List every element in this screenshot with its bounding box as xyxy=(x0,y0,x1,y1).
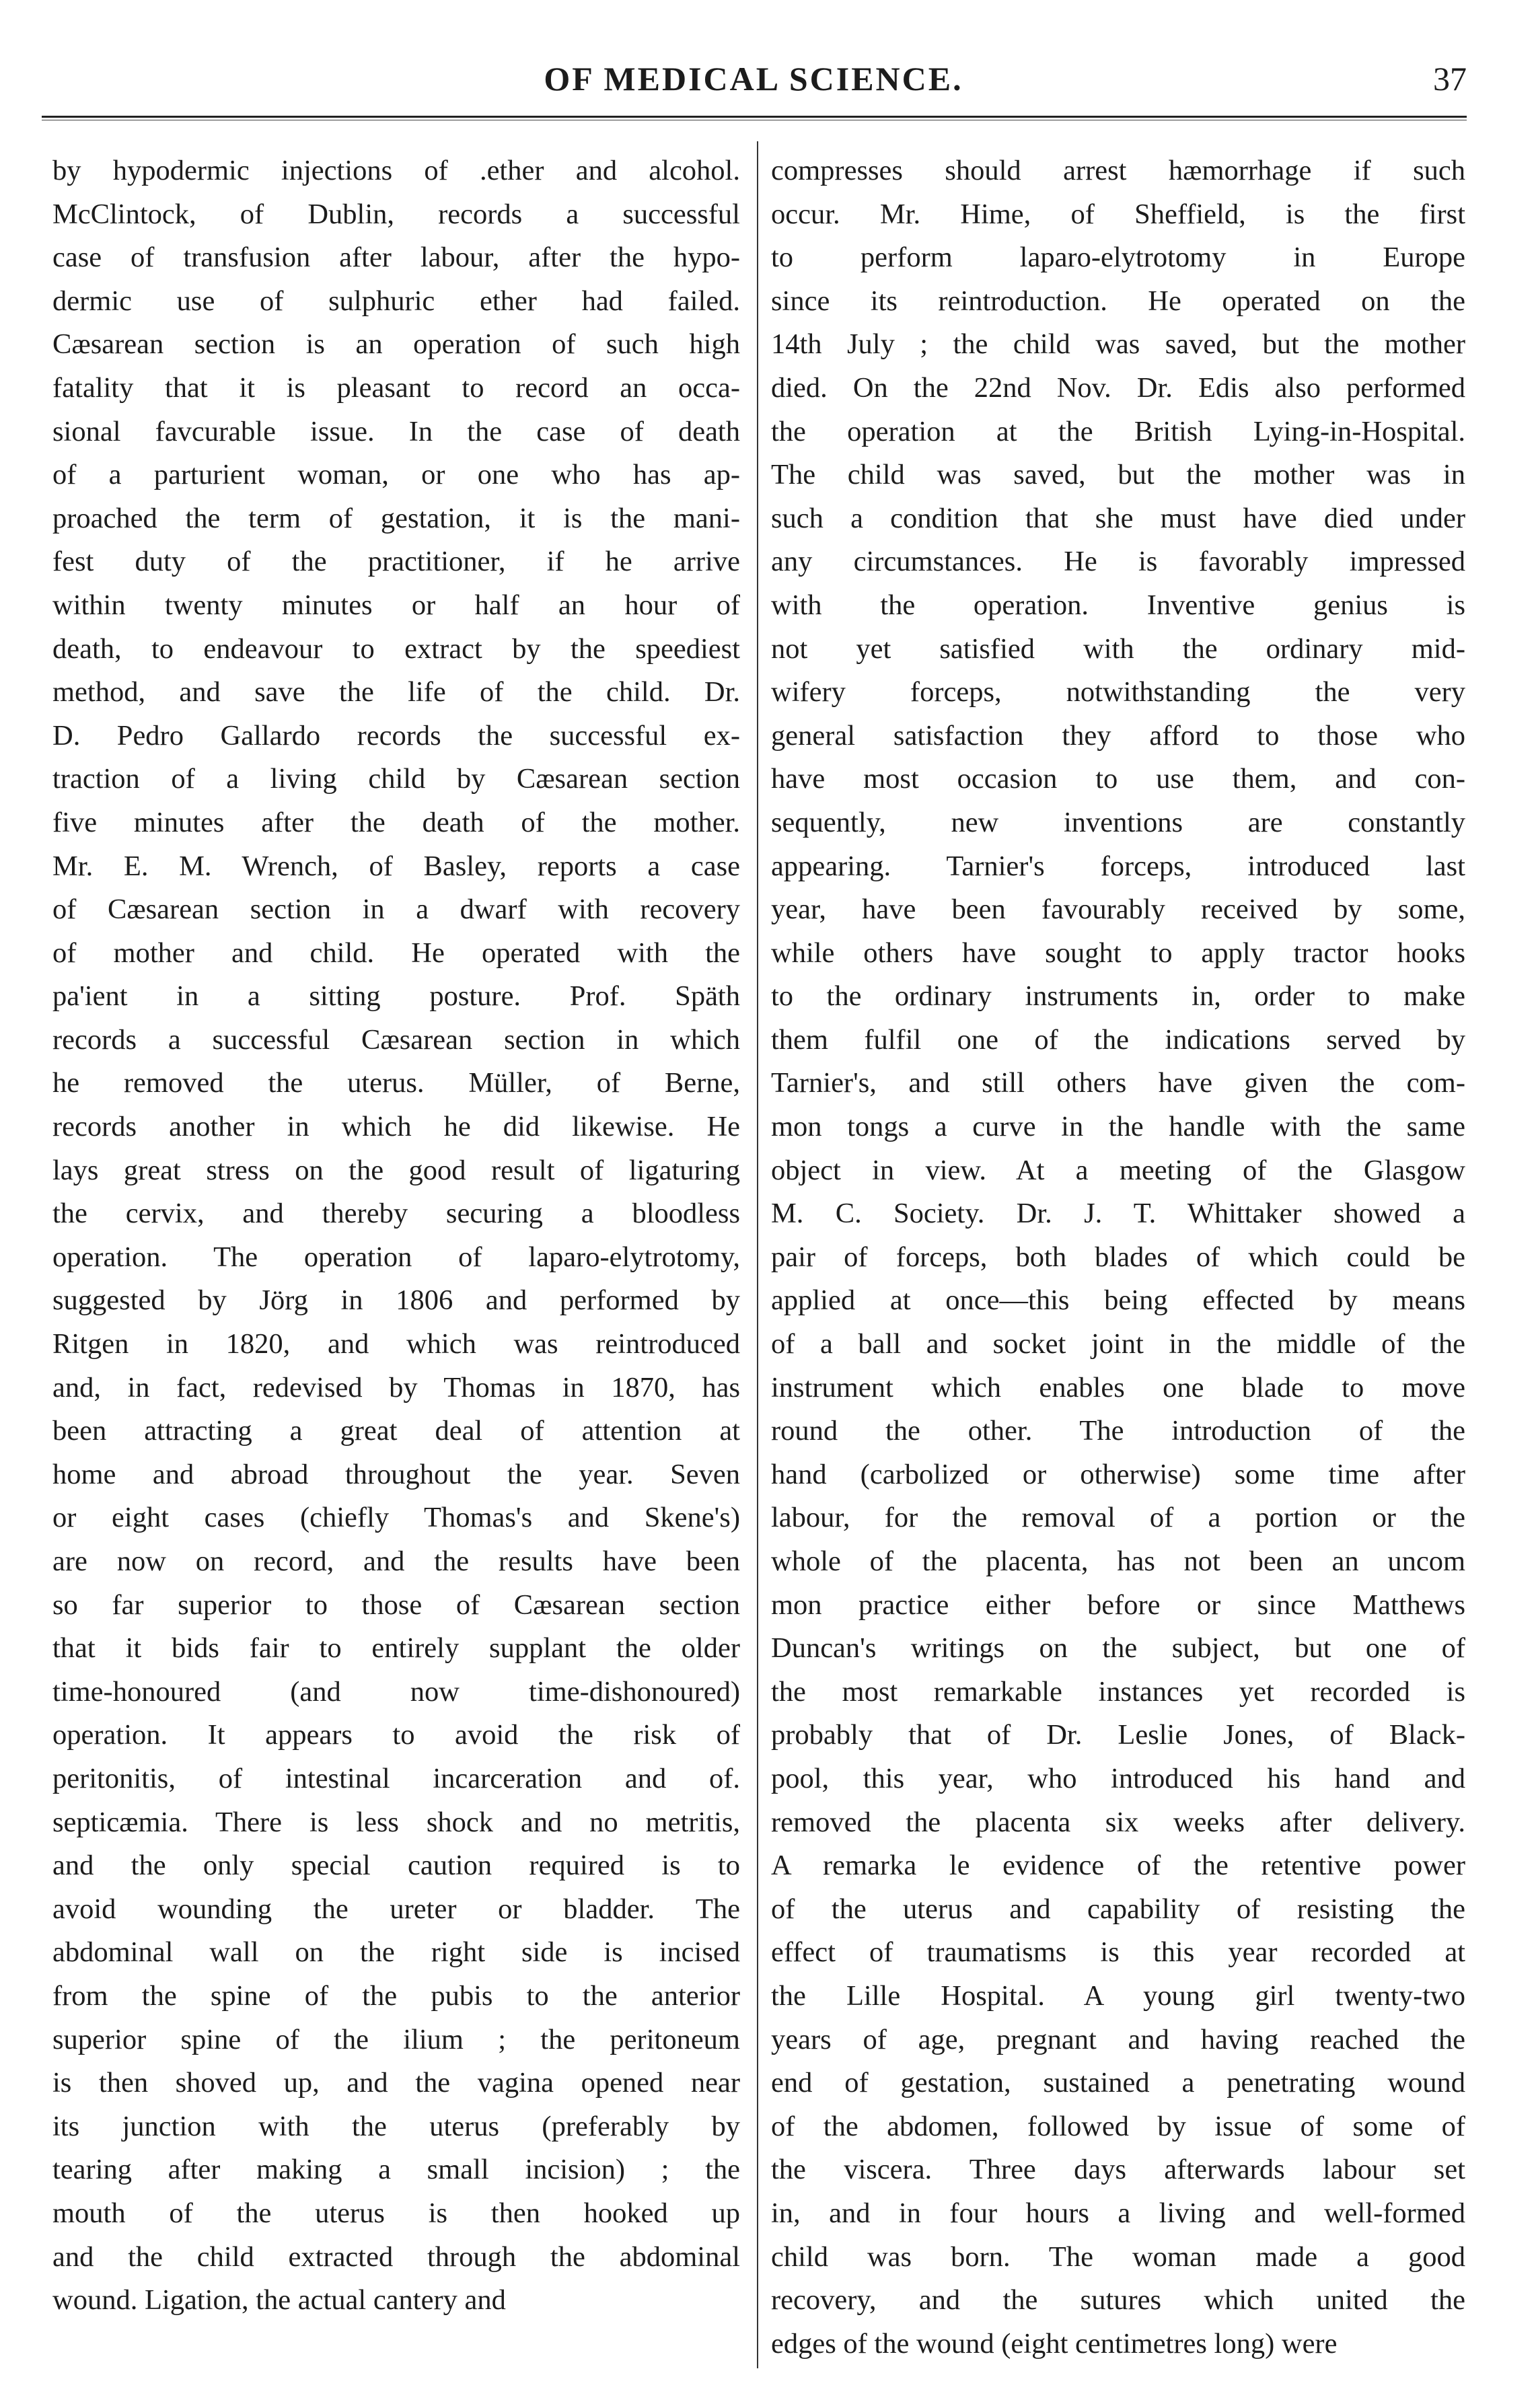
text-line: effect of traumatisms is this year recorded at xyxy=(771,1936,1465,1969)
text-line: home and abroad throughout the year. Seven xyxy=(52,1458,740,1490)
text-line: Ritgen in 1820, and which was reintroduced xyxy=(52,1328,740,1360)
text-line: while others have sought to apply tractor hooks xyxy=(771,937,1465,969)
text-line: pair of forceps, both blades of which could be xyxy=(771,1241,1465,1273)
text-line: avoid wounding the ureter or bladder. The xyxy=(52,1893,740,1925)
text-line: not yet satisfied with the ordinary mid- xyxy=(771,632,1465,665)
text-line: case of transfusion after labour, after the hypo- xyxy=(52,242,740,274)
text-line: death, to endeavour to extract by the speediest xyxy=(52,632,740,665)
text-line: with the operation. Inventive genius is xyxy=(771,589,1465,621)
text-line: time-honoured (and now time-dishonoured) xyxy=(52,1675,740,1708)
text-line: records another in which he did likewise. He xyxy=(52,1111,740,1143)
text-line: 14th July ; the child was saved, but the mother xyxy=(771,328,1465,361)
text-line: tearing after making a small incision) ; the xyxy=(52,2154,740,2186)
text-line: McClintock, of Dublin, records a successful xyxy=(52,198,740,230)
text-line: suggested by Jörg in 1806 and performed by xyxy=(52,1284,740,1317)
text-line: M. C. Society. Dr. J. T. Whittaker showed a xyxy=(771,1198,1465,1230)
text-line: of the abdomen, followed by issue of some of xyxy=(771,2110,1465,2142)
text-line: instrument which enables one blade to move xyxy=(771,1371,1465,1403)
text-line: such a condition that she must have died under xyxy=(771,502,1465,534)
text-line: removed the placenta six weeks after delivery. xyxy=(771,1806,1465,1838)
text-line: method, and save the life of the child. Dr. xyxy=(52,676,740,708)
text-line: the operation at the British Lying-in-Hospital. xyxy=(771,415,1465,447)
text-line: from the spine of the pubis to the anterior xyxy=(52,1979,740,2012)
text-line: any circumstances. He is favorably impressed xyxy=(771,546,1465,578)
text-line: Duncan's writings on the subject, but one of xyxy=(771,1632,1465,1665)
text-line: and the only special caution required is to xyxy=(52,1850,740,1882)
text-line: sequently, new inventions are constantly xyxy=(771,806,1465,838)
text-line: its junction with the uterus (preferably by xyxy=(52,2110,740,2142)
text-line: to the ordinary instruments in, order to make xyxy=(771,980,1465,1013)
text-line: abdominal wall on the right side is incised xyxy=(52,1936,740,1969)
text-line: in, and in four hours a living and well-formed xyxy=(771,2197,1465,2229)
text-line: of a parturient woman, or one who has ap- xyxy=(52,459,740,491)
running-title: OF MEDICAL SCIENCE. xyxy=(544,60,963,98)
text-line: them fulfil one of the indications served by xyxy=(771,1023,1465,1056)
text-line: died. On the 22nd Nov. Dr. Edis also performed xyxy=(771,371,1465,404)
text-line: so far superior to those of Cæsarean section xyxy=(52,1589,740,1621)
text-line: operation. The operation of laparo-elytrotomy, xyxy=(52,1241,740,1273)
text-line: of mother and child. He operated with the xyxy=(52,937,740,969)
text-line: mon tongs a curve in the handle with the same xyxy=(771,1111,1465,1143)
text-line: sional favcurable issue. In the case of death xyxy=(52,415,740,447)
text-line: five minutes after the death of the mother. xyxy=(52,806,740,838)
text-line: superior spine of the ilium ; the peritoneum xyxy=(52,2023,740,2055)
text-line: dermic use of sulphuric ether had failed. xyxy=(52,285,740,317)
text-line: is then shoved up, and the vagina opened near xyxy=(52,2067,740,2099)
text-line: mouth of the uterus is then hooked up xyxy=(52,2197,740,2229)
page-number: 37 xyxy=(1433,60,1467,98)
text-line: Cæsarean section is an operation of such high xyxy=(52,328,740,361)
column-divider xyxy=(757,141,758,2368)
text-line: the Lille Hospital. A young girl twenty-two xyxy=(771,1979,1465,2012)
text-line: whole of the placenta, has not been an uncom xyxy=(771,1545,1465,1577)
text-line: round the other. The introduction of the xyxy=(771,1415,1465,1447)
text-line: lays great stress on the good result of ligaturing xyxy=(52,1154,740,1186)
text-line: septicæmia. There is less shock and no metritis, xyxy=(52,1806,740,1838)
text-line: of a ball and socket joint in the middle of the xyxy=(771,1328,1465,1360)
text-line: child was born. The woman made a good xyxy=(771,2240,1465,2273)
running-head xyxy=(40,55,1467,109)
text-line: the most remarkable instances yet recorded is xyxy=(771,1675,1465,1708)
text-line: to perform laparo-elytrotomy in Europe xyxy=(771,242,1465,274)
text-line: years of age, pregnant and having reached the xyxy=(771,2023,1465,2055)
text-line: that it bids fair to entirely supplant the older xyxy=(52,1632,740,1665)
text-line: wifery forceps, notwithstanding the very xyxy=(771,676,1465,708)
text-line: mon practice either before or since Matthews xyxy=(771,1589,1465,1621)
text-line: probably that of Dr. Leslie Jones, of Black- xyxy=(771,1719,1465,1751)
text-line: of Cæsarean section in a dwarf with recovery xyxy=(52,893,740,926)
text-line: been attracting a great deal of attention at xyxy=(52,1415,740,1447)
text-line: object in view. At a meeting of the Glasgow xyxy=(771,1154,1465,1186)
text-line: peritonitis, of intestinal incarceration and of. xyxy=(52,1762,740,1794)
text-line: proached the term of gestation, it is the mani- xyxy=(52,502,740,534)
text-line: D. Pedro Gallardo records the successful ex- xyxy=(52,719,740,752)
text-line: are now on record, and the results have been xyxy=(52,1545,740,1577)
text-line: since its reintroduction. He operated on the xyxy=(771,285,1465,317)
text-line: general satisfaction they afford to those who xyxy=(771,719,1465,752)
text-line: Tarnier's, and still others have given the com- xyxy=(771,1067,1465,1099)
text-line: edges of the wound (eight centimetres long) were xyxy=(771,2327,1338,2360)
text-line: traction of a living child by Cæsarean section xyxy=(52,763,740,795)
text-line: he removed the uterus. Müller, of Berne, xyxy=(52,1067,740,1099)
text-line: labour, for the removal of a portion or the xyxy=(771,1502,1465,1534)
text-line: wound. Ligation, the actual cantery and xyxy=(52,2284,506,2316)
text-line: records a successful Cæsarean section in which xyxy=(52,1023,740,1056)
text-line: by hypodermic injections of .ether and alcohol. xyxy=(52,155,740,186)
text-line: year, have been favourably received by some, xyxy=(771,893,1465,926)
text-line: compresses should arrest hæmorrhage if such xyxy=(771,155,1465,186)
text-line: The child was saved, but the mother was in xyxy=(771,459,1465,491)
text-line: the viscera. Three days afterwards labour set xyxy=(771,2154,1465,2186)
text-line: within twenty minutes or half an hour of xyxy=(52,589,740,621)
text-line: fatality that it is pleasant to record an occa- xyxy=(52,371,740,404)
text-line: hand (carbolized or otherwise) some time after xyxy=(771,1458,1465,1490)
text-line: appearing. Tarnier's forceps, introduced last xyxy=(771,850,1465,882)
header-rule xyxy=(42,116,1467,118)
text-line: pool, this year, who introduced his hand and xyxy=(771,1762,1465,1794)
left-column xyxy=(52,149,740,2323)
text-line: and the child extracted through the abdominal xyxy=(52,2240,740,2273)
text-line: occur. Mr. Hime, of Sheffield, is the first xyxy=(771,198,1465,230)
text-line: A remarka le evidence of the retentive power xyxy=(771,1850,1465,1882)
right-column xyxy=(771,149,1465,2366)
text-line: operation. It appears to avoid the risk of xyxy=(52,1719,740,1751)
text-line: Mr. E. M. Wrench, of Basley, reports a case xyxy=(52,850,740,882)
text-line: pa'ient in a sitting posture. Prof. Späth xyxy=(52,980,740,1013)
text-line: and, in fact, redevised by Thomas in 1870, has xyxy=(52,1371,740,1403)
text-line: have most occasion to use them, and con- xyxy=(771,763,1465,795)
text-line: of the uterus and capability of resisting the xyxy=(771,1893,1465,1925)
text-line: end of gestation, sustained a penetrating wound xyxy=(771,2067,1465,2099)
text-line: applied at once—this being effected by means xyxy=(771,1284,1465,1317)
text-line: the cervix, and thereby securing a bloodless xyxy=(52,1198,740,1230)
text-line: recovery, and the sutures which united the xyxy=(771,2284,1465,2316)
text-line: or eight cases (chiefly Thomas's and Skene's) xyxy=(52,1502,740,1534)
text-line: fest duty of the practitioner, if he arrive xyxy=(52,546,740,578)
